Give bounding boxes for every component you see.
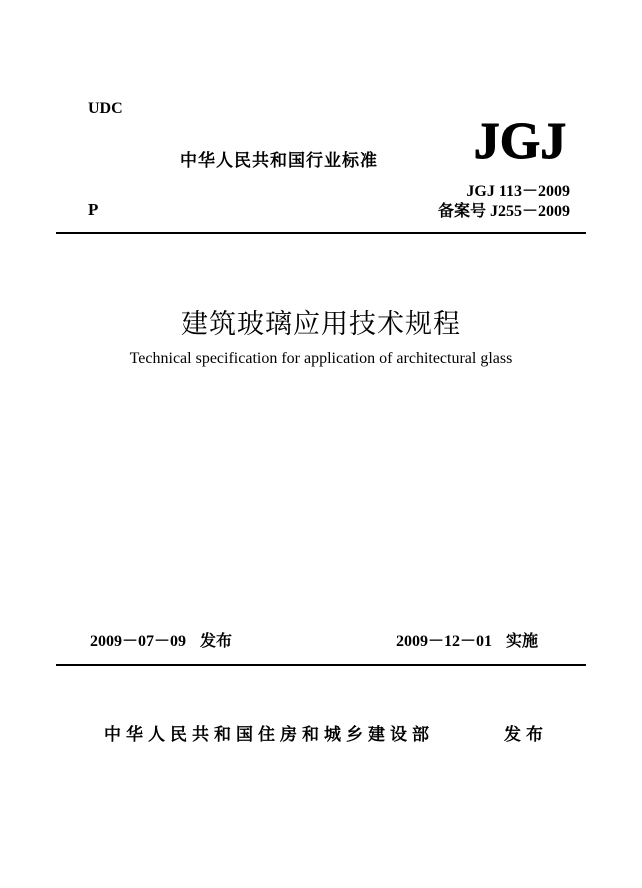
effective-date-block [396,628,538,651]
udc-label: UDC [88,100,123,117]
svg-text:JGJ: JGJ [473,114,567,166]
top-divider [56,232,586,234]
issuing-action: 发布 [504,725,548,745]
effective-date: 2009－12－01 [396,633,493,650]
issue-label: 发布 [200,631,233,650]
effective-label: 实施 [506,631,539,650]
document-title: 建筑玻璃应用技术规程 [181,309,461,340]
issue-date-block [90,628,232,651]
issuing-authority: 中华人民共和国住房和城乡建设部 [104,725,434,745]
record-number: 备案号 J255－2009 [437,203,570,220]
category-code: P [88,200,99,219]
jgj-logo [468,114,572,166]
issue-date: 2009－07－09 [90,633,187,650]
bottom-divider [56,664,586,666]
standard-number-block [438,182,570,222]
standard-series-title: 中华人民共和国行业标准 [180,151,378,171]
document-title-english: Technical specification for application of architectural glass [129,350,513,367]
standard-number: JGJ 113－2009 [466,183,570,200]
